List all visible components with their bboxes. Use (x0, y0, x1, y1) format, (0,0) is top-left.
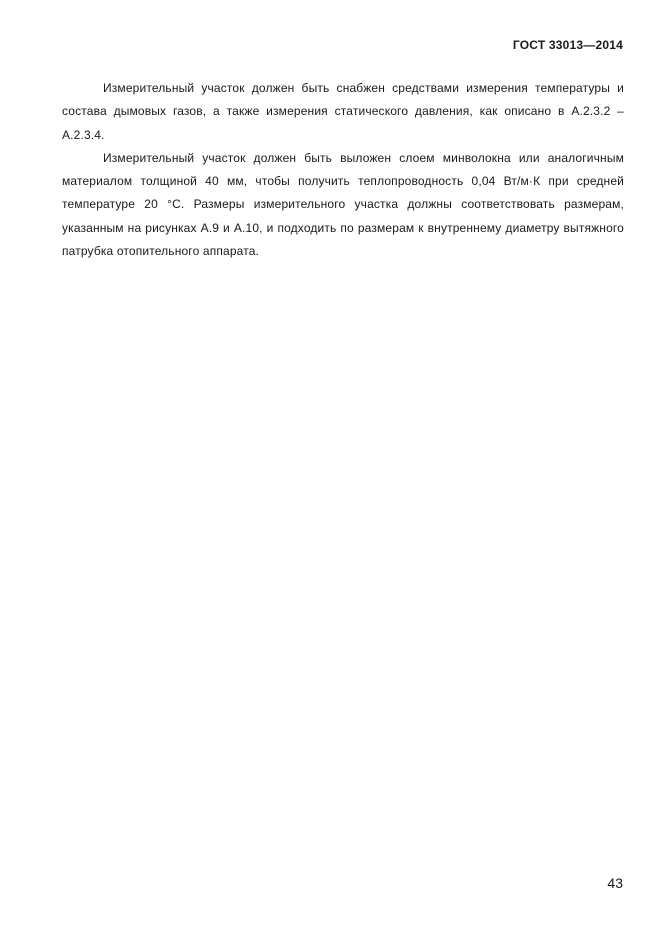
paragraph-measuring-section-insulation: Измерительный участок должен быть выложен слоем минволокна или аналогичным материалом толщиной 40 мм, чтобы получить теплопроводность 0,04 Вт/м·К при средней температуре 20 °С. Размеры измерительного участка должны соответствовать размерам, указанным на рисунках А.9 и А.10, и подходить по размерам к внутреннему диаметру вытяжного патрубка отопительного аппарата. (62, 150, 624, 259)
page-number: 43 (607, 875, 623, 891)
body-text (62, 77, 624, 263)
standard-code-header: ГОСТ 33013—2014 (512, 38, 623, 52)
paragraph-measuring-section-equipment: Измерительный участок должен быть снабжен средствами измерения температуры и состава дымовых газов, а также измерения статического давления, как описано в А.2.3.2 – А.2.3.4. (62, 81, 624, 142)
